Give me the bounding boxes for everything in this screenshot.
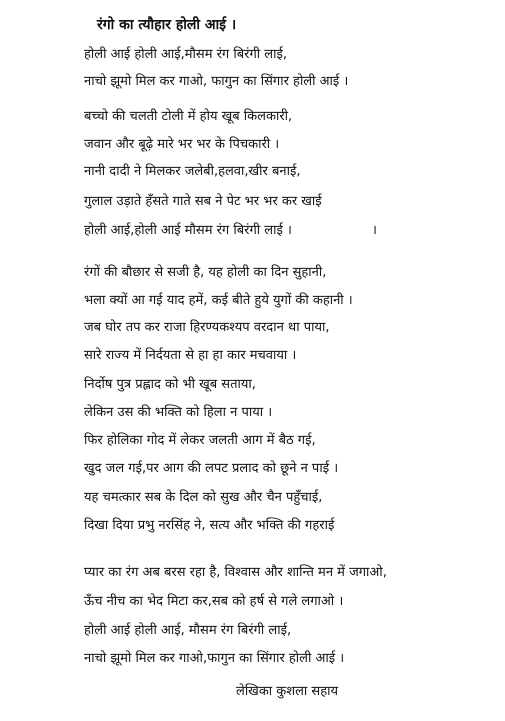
poem-line: खुद जल गई,पर आग की लपट प्रलाद को छूने न पाई । <box>84 461 339 476</box>
poem-line: होली आई होली आई, मौसम रंग बिरंगी लाई, <box>84 623 292 638</box>
poem-line: यह चमत्कार सब के दिल को सुख और चैन पहुँचाई, <box>84 490 323 505</box>
poem-line: नाचो झूमो मिल कर गाओ, फागुन का सिंगार होली आई । <box>84 74 349 89</box>
poem-line: फिर होलिका गोद में लेकर जलती आग में बैठ गई, <box>84 433 316 448</box>
poem-line: नाचो झूमो मिल कर गाओ,फागुन का सिंगार होली आई । <box>84 651 345 666</box>
poem-line: लेकिन उस की भक्ति को हिला न पाया । <box>84 405 273 420</box>
poem-line: सारे राज्य में निर्दयता से हा हा कार मचवाया । <box>84 348 297 363</box>
poem-line: होली आई,होली आई मौसम रंग बिरंगी लाई । <box>84 223 292 238</box>
poem-line: दिखा दिया प्रभु नरसिंह ने, सत्य और भक्ति की गहराई <box>84 518 335 533</box>
poem-line: जवान और बूढ़े मारे भर भर के पिचकारी । <box>84 137 280 152</box>
poem-line: बच्चो की चलती टोली में होय खूब किलकारी, <box>84 109 293 124</box>
poem-line: प्यार का रंग अब बरस रहा है, विश्वास और शान्ति मन में जगाओ, <box>84 565 387 580</box>
poem-line: जब घोर तप कर राजा हिरण्यकश्यप वरदान था पाया, <box>84 320 330 335</box>
poem-line: ऊँच नीच का भेद मिटा कर,सब को हर्ष से गले लगाओ । <box>84 594 344 609</box>
poem-line: गुलाल उड़ाते हँसते गाते सब ने पेट भर भर कर खाई <box>84 194 322 209</box>
poem-line: रंगों की बौछार से सजी है, यह होली का दिन सुहानी, <box>84 265 327 280</box>
poem-line: होली आई होली आई,मौसम रंग बिरंगी लाई, <box>84 47 287 62</box>
poem-author: लेखिका कुशला सहाय <box>236 684 339 699</box>
poem-title: रंगो का त्यौहार होली आई । <box>97 17 237 33</box>
poem-line: भला क्यों आ गई याद हमें, कई बीते हुये युगों की कहानी । <box>84 293 353 308</box>
poem-line: निर्दोष पुत्र प्रह्लाद को भी खूब सताया, <box>84 377 256 392</box>
stray-danda-mark: । <box>372 223 377 238</box>
poem-line: नानी दादी ने मिलकर जलेबी,हलवा,खीर बनाई, <box>84 164 301 179</box>
